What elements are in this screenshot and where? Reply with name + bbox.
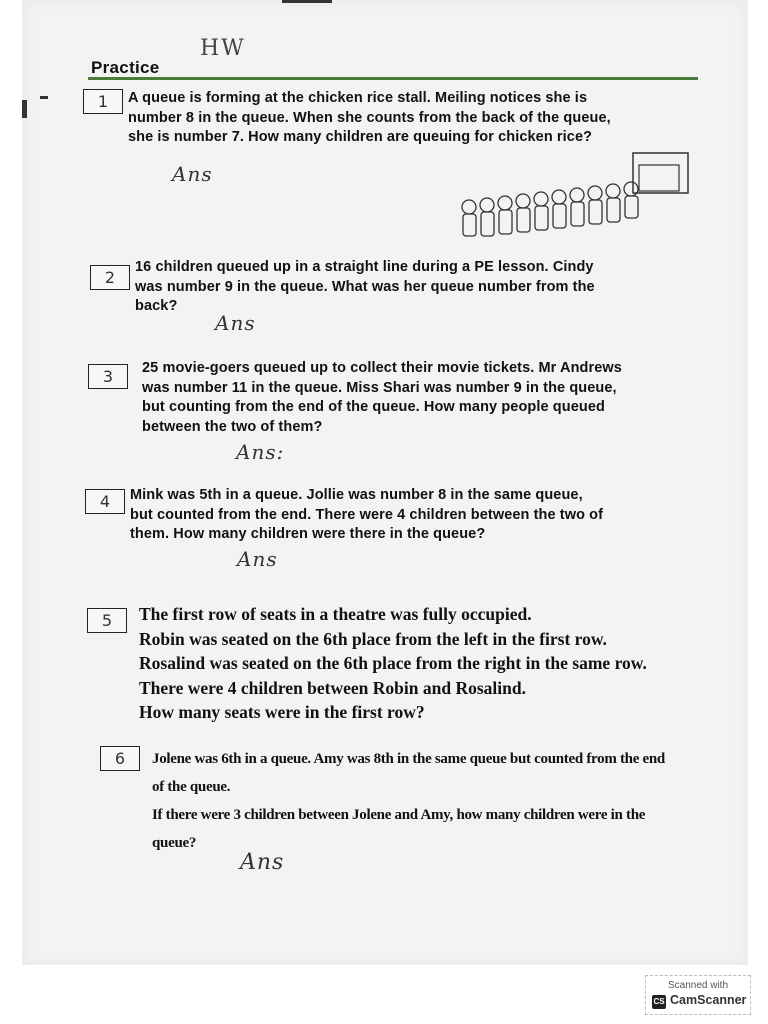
answer-label: Ans: [237, 547, 278, 571]
question-6-text: [152, 745, 665, 857]
question-1-text: [128, 89, 611, 148]
answer-label: Ans: [240, 850, 285, 875]
camscanner-logo-icon: CS: [652, 995, 666, 1009]
question-line: Mink was 5th in a queue. Jollie was number 8 in the same queue,: [130, 487, 583, 503]
scanned-with-text: Scanned with: [667, 980, 729, 991]
answer-label: Ans:: [236, 440, 285, 464]
question-line: back?: [135, 298, 178, 314]
question-line: but counted from the end. There were 4 children between the two of: [130, 506, 604, 523]
question-line: but counting from the end of the queue. How many people queued: [142, 399, 605, 415]
section-divider: [88, 77, 698, 80]
camscanner-brand: CamScanner: [670, 993, 747, 1007]
question-5-text: [139, 602, 647, 725]
answer-label: Ans: [172, 162, 213, 186]
question-2-text: [135, 258, 595, 317]
handwritten-hw-label: HW: [200, 36, 246, 61]
question-line: between the two of them?: [142, 418, 323, 435]
question-number-box: 1: [83, 89, 123, 114]
question-line: The first row of seats in a theatre was fully occupied.: [139, 604, 532, 624]
question-line: If there were 3 children between Jolene and Amy, how many children were in the: [152, 807, 646, 823]
question-line: There were 4 children between Robin and Rosalind.: [139, 677, 526, 698]
question-line: Jolene was 6th in a queue. Amy was 8th in the same queue but counted from the end: [152, 751, 665, 767]
section-title: Practice: [91, 58, 160, 77]
question-number-box: 5: [87, 608, 127, 633]
answer-label: Ans: [215, 311, 256, 335]
question-number-box: 3: [88, 364, 128, 389]
question-line: queue?: [152, 835, 197, 851]
top-edge-mark: [282, 0, 332, 3]
margin-mark: [40, 96, 48, 99]
queue-illustration: [455, 145, 690, 250]
camscanner-watermark: [645, 975, 751, 1015]
question-4-text: [130, 486, 603, 545]
question-line: was number 11 in the queue. Miss Shari was number 9 in the queue,: [142, 379, 617, 396]
question-number-box: 6: [100, 746, 140, 771]
question-line: How many seats were in the first row?: [139, 702, 425, 722]
margin-mark: [22, 100, 27, 118]
question-3-text: [142, 359, 622, 437]
question-line: Robin was seated on the 6th place from the left in the first row.: [139, 628, 607, 649]
question-number-box: 2: [90, 265, 130, 290]
question-line: was number 9 in the queue. What was her queue number from the: [135, 278, 595, 295]
question-line: of the queue.: [152, 779, 231, 795]
question-line: them. How many children were there in the queue?: [130, 526, 486, 542]
question-line: 16 children queued up in a straight line during a PE lesson. Cindy: [135, 259, 594, 275]
question-line: she is number 7. How many children are queuing for chicken rice?: [128, 129, 593, 145]
question-line: 25 movie-goers queued up to collect their movie tickets. Mr Andrews: [142, 360, 622, 376]
question-number-box: 4: [85, 489, 125, 514]
question-line: A queue is forming at the chicken rice stall. Meiling notices she is: [128, 90, 588, 106]
question-line: number 8 in the queue. When she counts from the back of the queue,: [128, 109, 611, 126]
question-line: Rosalind was seated on the 6th place from the right in the same row.: [139, 653, 647, 673]
